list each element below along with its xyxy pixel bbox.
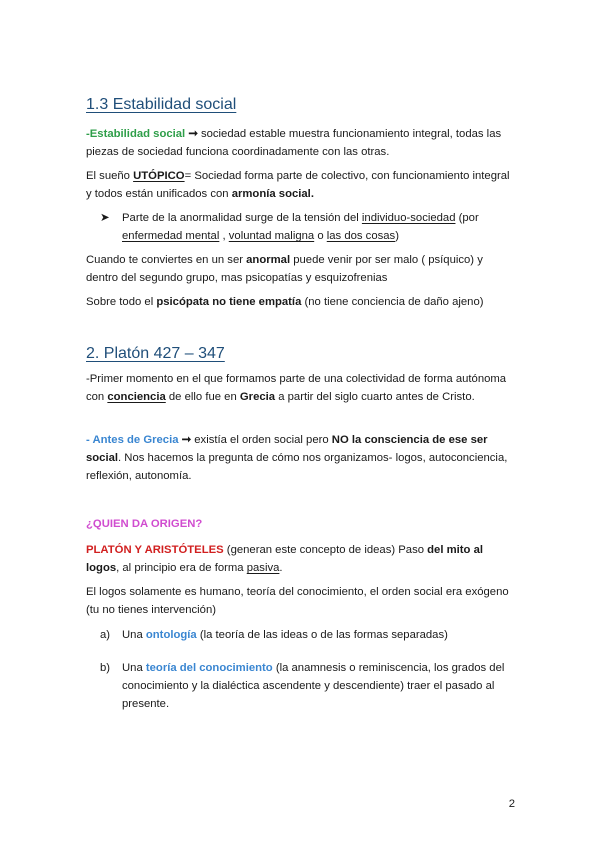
arrow-bullet-icon: ➤ — [100, 212, 110, 224]
paragraph-primer-momento: -Primer momento en el que formamos parte de una colectividad de forma autónoma con conciencia de ello fue en Grecia a partir del siglo cuarto antes de Cristo. — [86, 373, 507, 403]
paragraph-antes-de-grecia: - Antes de Grecia ➞ existía el orden social pero NO la consciencia de ese ser social. Nos hacemos la pregunta de cómo nos organizamos- logos, autoconciencia, reflexión, autonomía. — [86, 434, 508, 482]
arrow-icon: ➞ — [178, 434, 192, 446]
term-ontologia: ontología — [145, 629, 197, 641]
paragraph-psicopata: Sobre todo el psicópata no tiene empatía (no tiene conciencia de daño ajeno) — [86, 296, 484, 308]
paragraph-platon-aristoteles: PLATÓN Y ARISTÓTELES (generan este concepto de ideas) Paso del mito al logos, al principio era de forma pasiva. — [86, 544, 484, 574]
arrow-icon: ➞ — [188, 128, 198, 140]
term-conciencia: conciencia — [107, 391, 166, 403]
term-antes-de-grecia: Antes de Grecia — [92, 434, 179, 446]
question-heading: ¿QUIEN DA ORIGEN? — [86, 518, 203, 530]
paragraph-logos: El logos solamente es humano, teoría del conocimiento, el orden social era exógeno (tu no tienes intervención) — [86, 586, 509, 616]
term-platon-aristoteles: PLATÓN Y ARISTÓTELES — [86, 544, 224, 556]
page-number: 2 — [508, 798, 515, 810]
term-utopico: UTÓPICO — [133, 170, 185, 182]
term-grecia: Grecia — [239, 391, 276, 403]
section-heading-platon: 2. Platón 427 – 347 — [86, 345, 225, 362]
term-estabilidad-social: -Estabilidad social — [86, 128, 186, 140]
term-teoria-conocimiento: teoría del conocimiento — [145, 662, 273, 674]
section-heading-estabilidad: 1.3 Estabilidad social — [86, 96, 237, 113]
paragraph-sueno-utopico: El sueño UTÓPICO= Sociedad forma parte de colectivo, con funcionamiento integral y todos están unificados con armonía social. — [86, 170, 510, 200]
paragraph-estabilidad-definition: -Estabilidad social ➞ sociedad estable muestra funcionamiento integral, todas las piezas de sociedad funciona coordinadamente con las otras. — [86, 128, 502, 158]
paragraph-ser-anormal: Cuando te conviertes en un ser anormal puede venir por ser malo ( psíquico) y dentro del segundo grupo, mas psicopatías y esquizofrenias — [86, 254, 483, 284]
term-armonia-social: armonía social. — [231, 188, 314, 200]
